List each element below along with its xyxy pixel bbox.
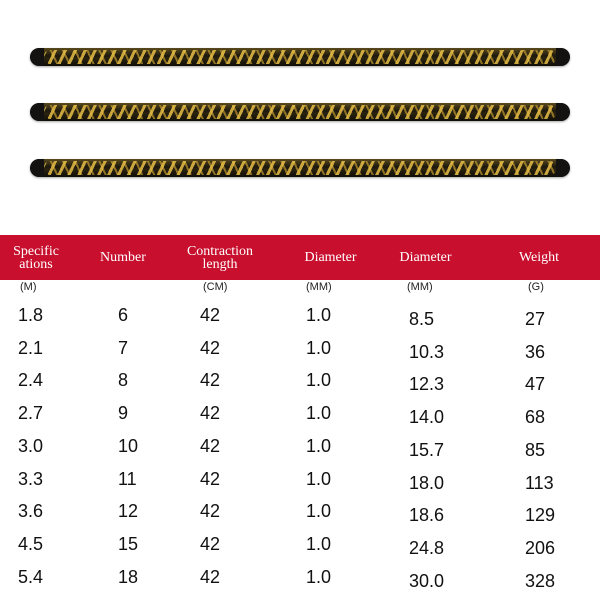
table-cell: 7 (118, 337, 129, 358)
table-row (0, 534, 600, 564)
table-row (0, 305, 600, 335)
table-cell: 47 (525, 374, 546, 395)
table-cell: 42 (200, 501, 221, 522)
spec-table-header (0, 235, 600, 280)
table-cell: 1.0 (306, 337, 332, 358)
header-specifications: Specific ations (13, 243, 59, 272)
table-cell: 30.0 (409, 570, 445, 591)
table-row (0, 403, 600, 433)
table-cell: 6 (118, 305, 129, 325)
table-cell: 15.7 (409, 439, 445, 460)
unit-label: (CM) (203, 281, 228, 293)
table-cell: 2.1 (18, 337, 44, 358)
unit-label: (G) (528, 281, 544, 293)
table-cell: 42 (200, 566, 221, 587)
table-cell: 2.7 (18, 403, 44, 424)
table-cell: 1.0 (306, 435, 332, 456)
header-contraction-length: Contraction length (186, 243, 254, 272)
table-cell: 18.6 (409, 505, 445, 526)
table-cell: 4.5 (18, 533, 44, 554)
table-cell: 1.0 (306, 370, 332, 391)
table-cell: 5.4 (18, 566, 44, 587)
fishing-rod-image (30, 159, 570, 177)
table-row (0, 338, 600, 368)
unit-label: (MM) (407, 281, 433, 293)
fishing-rod-image (30, 103, 570, 121)
table-cell: 1.0 (306, 533, 332, 554)
table-cell: 42 (200, 305, 221, 325)
table-cell: 3.6 (18, 501, 44, 522)
table-row (0, 469, 600, 499)
header-weight: Weight (518, 250, 560, 265)
table-cell: 24.8 (409, 537, 445, 558)
table-cell: 129 (525, 505, 556, 526)
table-cell: 10.3 (409, 341, 445, 362)
unit-label: (M) (20, 281, 37, 293)
header-number: Number (100, 250, 146, 265)
table-cell: 206 (525, 537, 556, 558)
table-cell: 12 (118, 501, 139, 522)
table-cell: 3.0 (18, 435, 44, 456)
table-row (0, 436, 600, 466)
table-cell: 18.0 (409, 472, 445, 493)
header-diameter-tip: Diameter (304, 250, 357, 265)
table-cell: 85 (525, 439, 546, 460)
table-cell: 1.0 (306, 501, 332, 522)
table-cell: 42 (200, 533, 221, 554)
table-cell: 36 (525, 341, 546, 362)
units-row (0, 281, 600, 301)
table-cell: 12.3 (409, 374, 445, 395)
table-cell: 42 (200, 403, 221, 424)
table-cell: 14.0 (409, 407, 445, 428)
table-cell: 11 (118, 468, 137, 489)
table-cell: 1.0 (306, 403, 332, 424)
table-cell: 27 (525, 309, 546, 329)
table-cell: 1.8 (18, 305, 44, 325)
table-cell: 42 (200, 435, 221, 456)
table-cell: 8.5 (409, 309, 435, 329)
table-cell: 1.0 (306, 305, 332, 325)
table-row (0, 501, 600, 531)
table-cell: 1.0 (306, 468, 332, 489)
table-row (0, 567, 600, 597)
table-cell: 10 (118, 435, 139, 456)
table-cell: 68 (525, 407, 546, 428)
table-cell: 42 (200, 337, 221, 358)
product-image (0, 0, 600, 210)
table-cell: 3.3 (18, 468, 44, 489)
fishing-rod-image (30, 48, 570, 66)
table-cell: 113 (525, 472, 554, 493)
unit-label: (MM) (306, 281, 332, 293)
header-diameter-base: Diameter (399, 250, 452, 265)
table-cell: 1.0 (306, 566, 332, 587)
table-cell: 2.4 (18, 370, 44, 391)
table-cell: 42 (200, 370, 221, 391)
table-cell: 15 (118, 533, 139, 554)
table-cell: 9 (118, 403, 129, 424)
table-cell: 18 (118, 566, 139, 587)
table-cell: 328 (525, 570, 556, 591)
table-row (0, 370, 600, 400)
table-cell: 8 (118, 370, 129, 391)
table-cell: 42 (200, 468, 221, 489)
